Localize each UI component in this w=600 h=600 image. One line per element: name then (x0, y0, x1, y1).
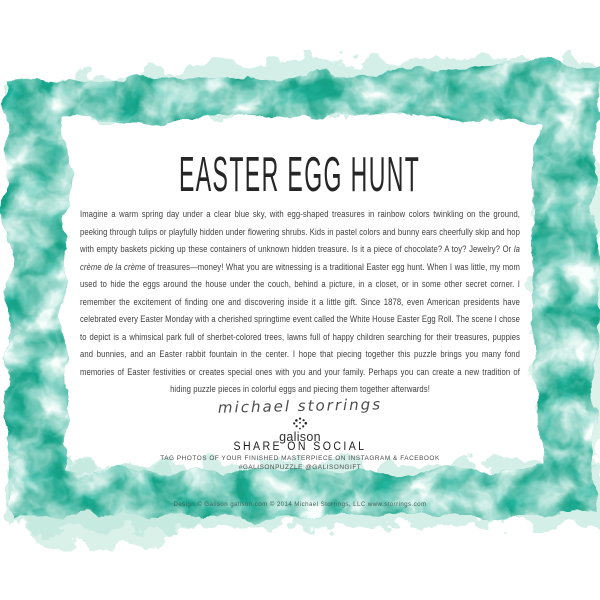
page-title-text: EASTER EGG HUNT (179, 148, 421, 202)
share-hashtags-line2: #GALISONPUZZLE @GALISONGIFT (238, 463, 362, 471)
page-title (0, 148, 600, 202)
share-on-social-heading: SHARE ON SOCIAL (233, 441, 367, 453)
galison-logo-icon (0, 417, 600, 430)
paragraph-italic-phrase: la crème de la crème (80, 244, 520, 273)
brand-wordmark: galison (279, 430, 321, 444)
intro-paragraph (80, 206, 520, 399)
copyright-fine-print: Design © Galison galison.com © 2014 Michael Storrings, LLC www.storrings.com (173, 501, 427, 508)
artist-signature: michael storrings (217, 395, 383, 417)
paragraph-part1: Imagine a warm spring day under a clear blue sky, with egg-shaped treasures in rainbow colors twinkling on the ground, peeking through tulips or playfully hidden under flowering shrubs. Kids in pastel colors and bunny ears cheerfully skip and hop with empty baskets picking up these containers of unknown hidden treasure. Is it a piece of chocolate? A toy? Jewelry? Or (80, 209, 520, 255)
paragraph-part2: of treasures—money! What you are witnessing is a traditional Easter egg hunt. When I was little, my mom used to hide the eggs around the house under the couch, behind a picture, in a closet, or in some other secret corner. I remember the excitement of finding one and discovering inside it a little gift. Since 1878, even American presidents have celebrated every Easter Monday with a cherished springtime event called the White House Easter Egg Roll. The scene I chose to depict is a whimsical park full of sherbet-colored trees, lawns full of happy children searching for their treasures, puppies and bunnies, and an Easter rabbit fountain in the center. I hope that piecing together this puzzle brings you many fond memories of Easter festivities or creates special ones with you and your family. Perhaps you can create a new tradition of hiding puzzle pieces in colorful eggs and piecing them together afterwards! (80, 261, 520, 395)
share-instructions-line1: TAG PHOTOS OF YOUR FINISHED MASTERPIECE ON INSTAGRAM & FACEBOOK (160, 454, 440, 462)
